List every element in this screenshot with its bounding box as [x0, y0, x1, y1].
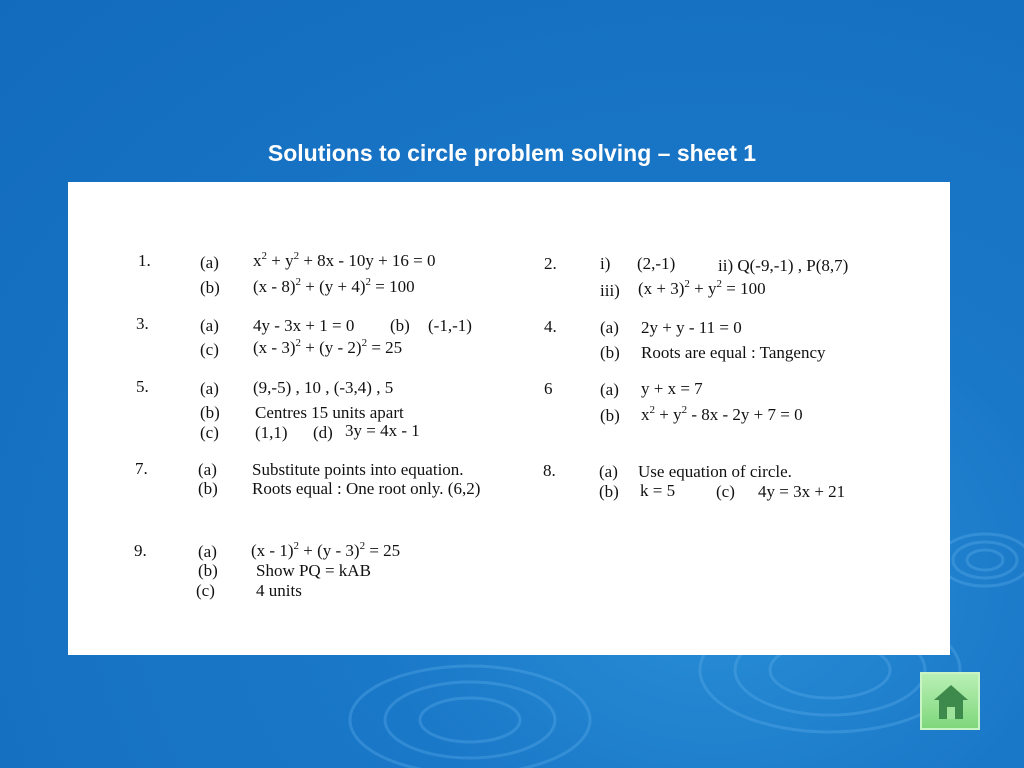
q8-c-answer: 4y = 3x + 21 [758, 482, 846, 501]
q1-b-label: (b) [200, 278, 220, 297]
q6-a-label: (a) [600, 380, 619, 399]
q5-number: 5. [136, 377, 149, 396]
slide-title: Solutions to circle problem solving – sheet 1 [267, 140, 757, 166]
q5-c-label: (c) [200, 423, 219, 442]
q6-b-answer: $x^2 + y^2 - 8x - 2y + 7 = 0$ [641, 404, 803, 424]
q7-a-answer: Substitute points into equation. [252, 460, 464, 479]
q1-number: 1. [138, 251, 151, 270]
q8-a-answer: Use equation of circle. [638, 462, 792, 481]
q5-b-answer: Centres 15 units apart [255, 403, 404, 422]
q9-b-label: (b) [198, 561, 218, 580]
q6-a-answer: y + x = 7 [641, 379, 703, 398]
q5-d-label: (d) [313, 423, 333, 442]
q6-number: 6 [544, 379, 553, 398]
q8-b-answer: k = 5 [640, 481, 676, 500]
q4-b-answer: Roots are equal : Tangency [641, 343, 826, 362]
q5-d-answer: 3y = 4x - 1 [345, 421, 420, 440]
q3-c-label: (c) [200, 340, 219, 359]
q3-a-label: (a) [200, 316, 219, 335]
q9-b-answer: Show PQ = kAB [256, 561, 371, 580]
q9-c-answer: 4 units [256, 581, 302, 600]
q8-b-label: (b) [599, 482, 619, 501]
q4-a-answer: 2y + y - 11 = 0 [641, 318, 742, 337]
q2-i-answer: (2,-1) [637, 254, 676, 273]
q5-a-label: (a) [200, 379, 219, 398]
q1-b-answer: $(x - 8)^2 + (y + 4)^2 = 100$ [253, 276, 415, 296]
q3-number: 3. [136, 314, 149, 333]
q1-a-label: (a) [200, 253, 219, 272]
q7-number: 7. [135, 459, 148, 478]
q2-iii-answer: $(x + 3)^2 + y^2 = 100$ [638, 278, 766, 298]
q8-number: 8. [543, 461, 556, 480]
q2-ii-answer: ii) Q(-9,-1) , P(8,7) [718, 256, 849, 275]
q1-a-answer: $x^2 + y^2 + 8x - 10y + 16 = 0$ [253, 250, 436, 270]
q3-b-answer: (-1,-1) [428, 316, 472, 335]
q8-a-label: (a) [599, 462, 618, 481]
home-icon [932, 682, 970, 722]
q9-a-label: (a) [198, 542, 217, 561]
q5-c-answer: (1,1) [255, 423, 288, 442]
home-button[interactable] [920, 672, 980, 730]
q5-b-label: (b) [200, 403, 220, 422]
q3-a-answer: 4y - 3x + 1 = 0 [253, 316, 355, 335]
q3-c-answer: (x - 3)$^2$ + (y - 2)$^2$ = 25 [253, 337, 403, 357]
q9-a-answer: (x - 1)$^2$ + (y - 3)$^2$ = 25 [251, 540, 401, 560]
q9-c-label: (c) [196, 581, 215, 600]
q8-c-label: (c) [716, 482, 735, 501]
q7-b-label: (b) [198, 479, 218, 498]
q3-b-label: (b) [390, 316, 410, 335]
q4-a-label: (a) [600, 318, 619, 337]
q2-i-label: i) [600, 254, 611, 273]
q4-number: 4. [544, 317, 557, 336]
q5-a-answer: (9,-5) , 10 , (-3,4) , 5 [253, 378, 394, 397]
q2-iii-label: iii) [600, 281, 620, 300]
q4-b-label: (b) [600, 343, 620, 362]
q7-b-answer: Roots equal : One root only. (6,2) [252, 479, 481, 498]
q6-b-label: (b) [600, 406, 620, 425]
q9-number: 9. [134, 541, 147, 560]
q2-number: 2. [544, 254, 557, 273]
q7-a-label: (a) [198, 460, 217, 479]
solutions-panel [68, 182, 950, 655]
